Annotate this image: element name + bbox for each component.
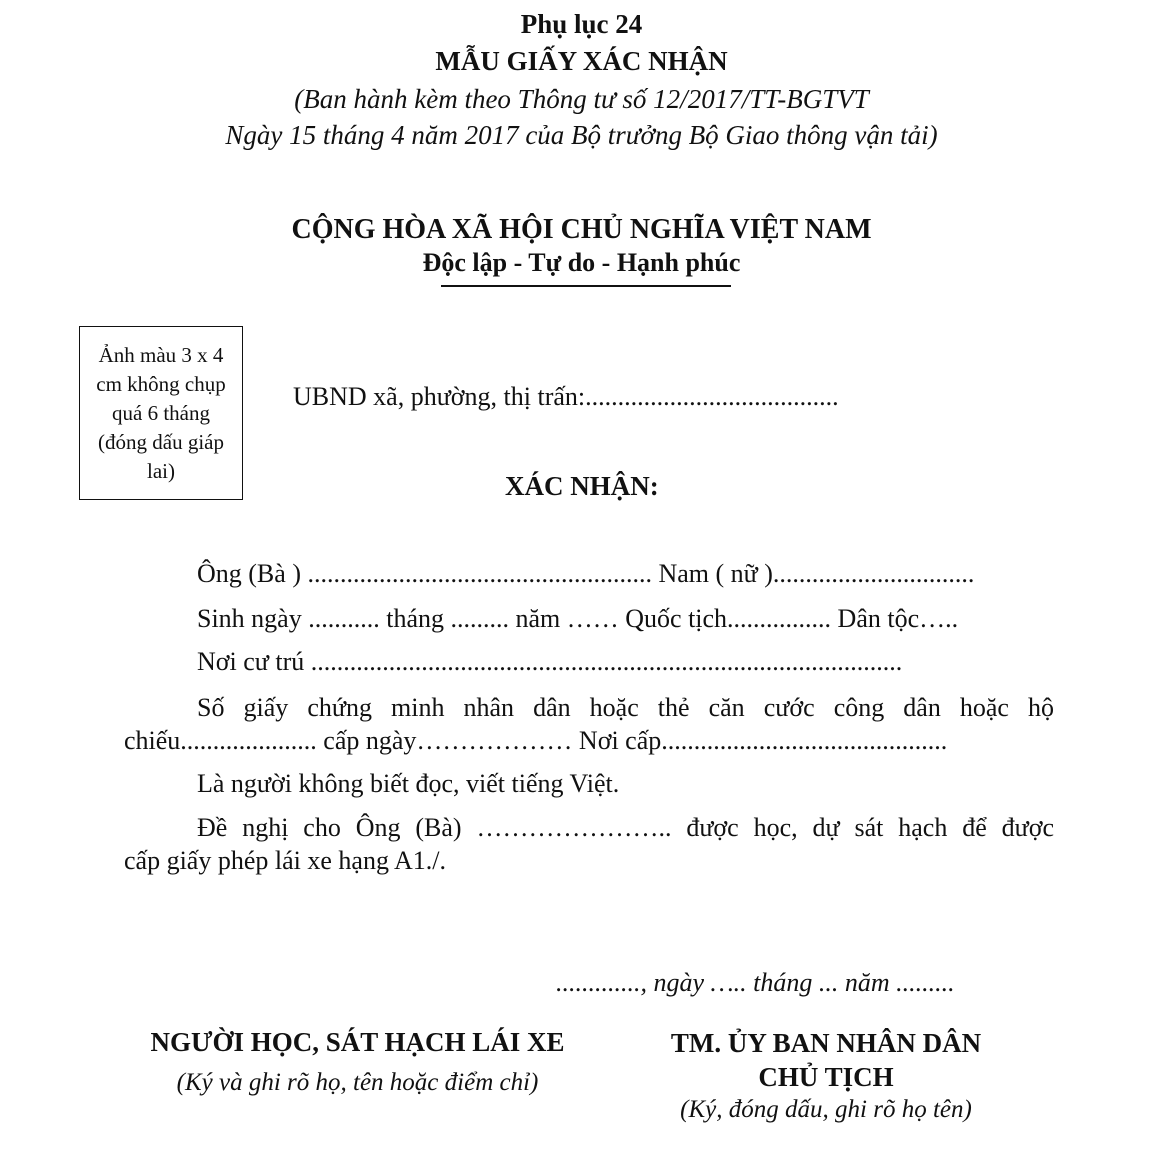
- photo-placeholder-text: Ảnh màu 3 x 4 cm không chụp quá 6 tháng (đóng dấu giáp lai): [96, 342, 226, 483]
- id-document-line-2: chiếu..................... cấp ngày……………… Nơi cấp............................................: [124, 726, 948, 755]
- nation-name: CỘNG HÒA XÃ HỘI CHỦ NGHĨA VIỆT NAM: [291, 214, 872, 245]
- name-gender-line: Ông (Bà ) ..................................................... Nam ( nữ )...............................: [197, 559, 975, 588]
- ubnd-field-line: UBND xã, phường, thị trấn:.......................................: [293, 382, 839, 411]
- illiterate-statement: Là người không biết đọc, viết tiếng Việt.: [197, 769, 620, 798]
- residence-line: Nơi cư trú ...........................................................................................: [197, 647, 903, 676]
- motto-underline: [441, 285, 731, 287]
- committee-chair-role: CHỦ TỊCH: [758, 1062, 894, 1092]
- photo-placeholder-box: [79, 326, 243, 500]
- request-line-1: Đề nghị cho Ông (Bà) ………………….. được học, dự sát hạch để được: [197, 813, 1054, 842]
- learner-signature-note: (Ký và ghi rõ họ, tên hoặc điểm chỉ): [176, 1069, 539, 1096]
- national-motto: Độc lập - Tự do - Hạnh phúc: [422, 248, 741, 277]
- appendix-number: Phụ lục 24: [520, 9, 643, 39]
- issuance-note-line-1: (Ban hành kèm theo Thông tư số 12/2017/TT-BGTVT: [294, 84, 869, 114]
- committee-signature-title: TM. ỦY BAN NHÂN DÂN: [670, 1028, 982, 1058]
- place-date-line: ............., ngày ….. tháng ... năm .........: [556, 968, 955, 997]
- id-document-line-1: Số giấy chứng minh nhân dân hoặc thẻ căn cước công dân hoặc hộ: [197, 693, 1054, 722]
- form-title: MẪU GIẤY XÁC NHẬN: [435, 46, 728, 76]
- confirm-heading: XÁC NHẬN:: [505, 471, 659, 501]
- request-line-2: cấp giấy phép lái xe hạng A1./.: [124, 846, 447, 875]
- learner-signature-title: NGƯỜI HỌC, SÁT HẠCH LÁI XE: [150, 1027, 565, 1057]
- birth-nationality-line: Sinh ngày ........... tháng ......... năm …… Quốc tịch................ Dân tộc…..: [197, 604, 959, 633]
- committee-signature-note: (Ký, đóng dấu, ghi rõ họ tên): [680, 1096, 972, 1123]
- issuance-note-line-2: Ngày 15 tháng 4 năm 2017 của Bộ trưởng Bộ Giao thông vận tải): [225, 120, 938, 150]
